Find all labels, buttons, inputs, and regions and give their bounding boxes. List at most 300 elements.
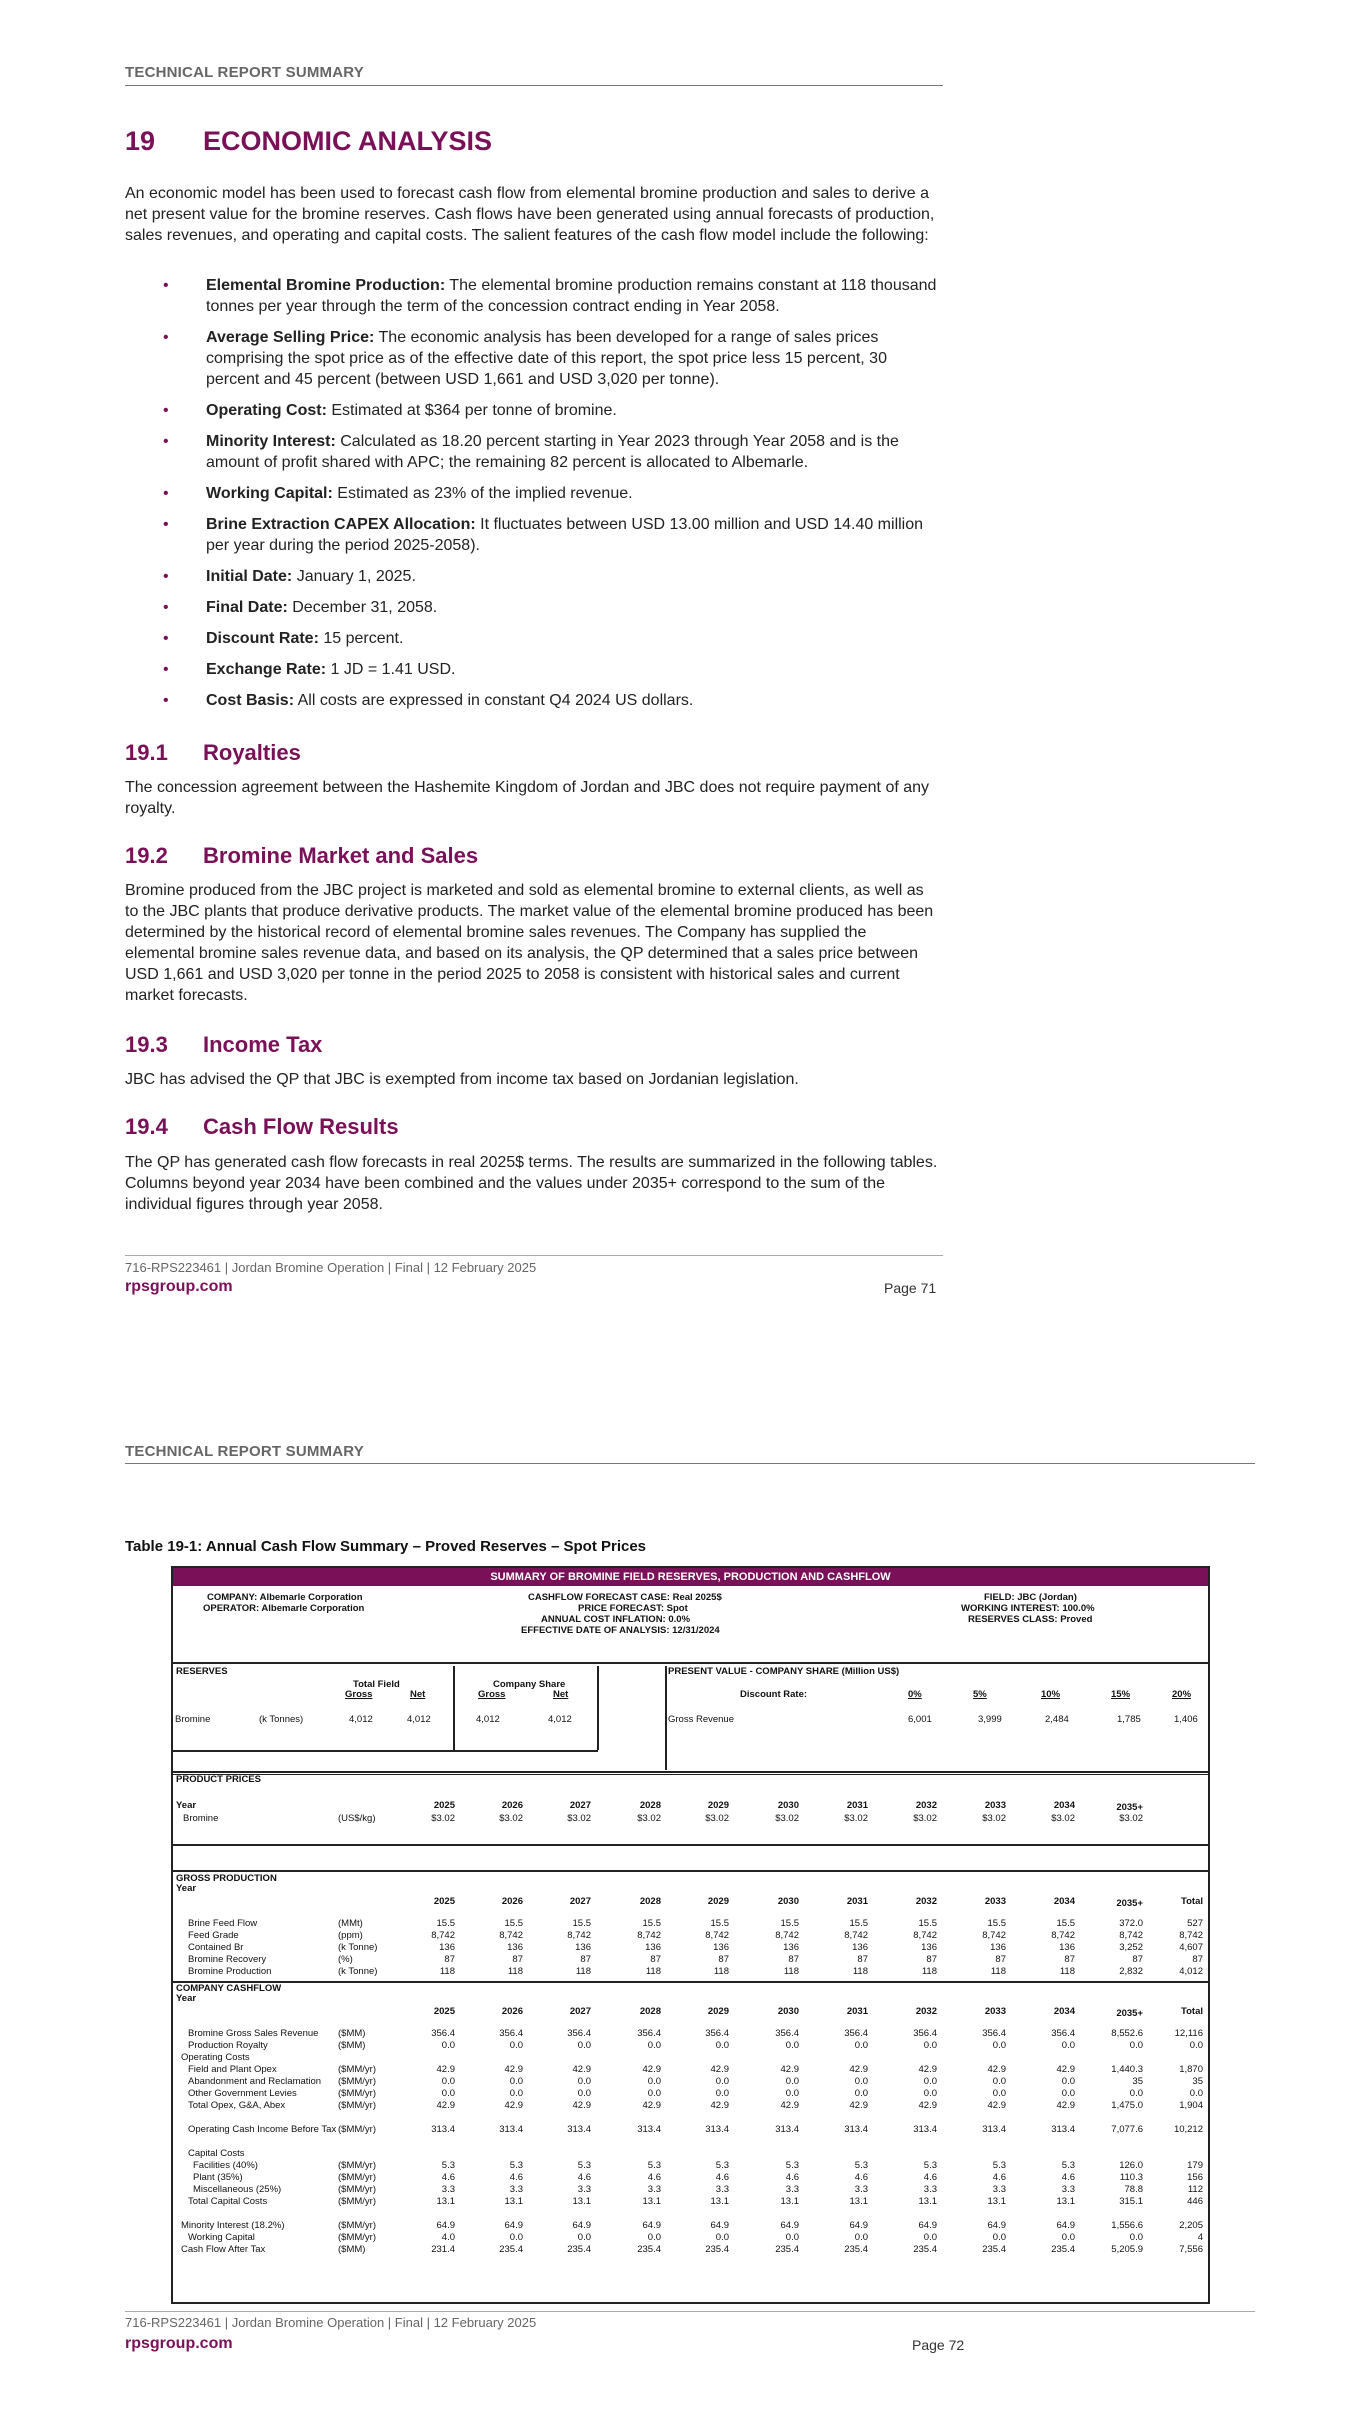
cell-value: 13.1 [987,2196,1006,2207]
cell-value: 15.5 [572,1918,591,1929]
cell-value: 136 [1059,1942,1075,1953]
year-header: 2034 [1053,2006,1075,2017]
cell-value: 4.6 [992,2172,1006,2183]
cell-value: 136 [645,1942,661,1953]
bullet-icon: • [163,329,169,346]
cashflow-summary-sheet [171,1566,1210,2304]
divider [173,1870,1208,1872]
cell-value: 15.5 [642,1918,661,1929]
cell-value: 3.3 [785,2184,799,2195]
table-caption: Table 19-1: Annual Cash Flow Summary – Proved Reserves – Spot Prices [125,1538,647,1555]
feature-item [163,431,943,473]
cell-value: 1,475.0 [1111,2100,1143,2111]
cell-value: 118 [990,1966,1006,1977]
footer-rule [125,2311,1255,2312]
divider [173,1981,1208,1983]
prices-year-label: Year [176,1800,197,1811]
price-value: $3.02 [637,1813,661,1824]
feature-text: The economic analysis has been developed for a range of sales prices comprising the spot price as of the effective date of this report, the spot price less 15 percent, 30 percent and 45 percent (between USD 1,661 and USD 3,020 per tonne). [206,329,887,388]
cell-value: 15.5 [1056,1918,1075,1929]
feature-term: Operating Cost: [206,402,327,419]
year-header: 2035+ [1116,2008,1143,2019]
cell-value: 8,742 [982,1930,1006,1941]
cell-value: 8,742 [499,1930,523,1941]
cell-value: 0.0 [577,2232,591,2243]
price-value: $3.02 [431,1813,455,1824]
cell-value: 0.0 [785,2076,799,2087]
reserves-row-label: Bromine [175,1714,211,1725]
pv-row-label: Gross Revenue [668,1714,735,1725]
cell-value: 13.1 [918,2196,937,2207]
price-value: $3.02 [844,1813,868,1824]
cell-value: 118 [507,1966,523,1977]
cell-value: 0.0 [992,2088,1006,2099]
bullet-icon: • [163,402,169,419]
footer-reference: 716-RPS223461 | Jordan Bromine Operation | Final | 12 February 2025 [125,1260,537,1275]
table-row [173,2040,1208,2052]
feature-item [163,483,943,504]
cell-value: 8,742 [1119,1930,1143,1941]
cell-value: 42.9 [436,2064,455,2075]
row-label: Capital Costs [188,2148,245,2159]
row-label: Cash Flow After Tax [181,2244,266,2255]
cell-value: 8,742 [844,1930,868,1941]
row-label: Other Government Levies [188,2088,297,2099]
reserves-title: RESERVES [176,1666,228,1677]
year-header: 2025 [433,1896,455,1907]
cell-value: 8,742 [1051,1930,1075,1941]
cell-value: 4.6 [1061,2172,1075,2183]
row-unit: ($MM/yr) [338,2088,376,2099]
cell-value: 235.4 [705,2244,729,2255]
cell-value: 0.0 [923,2076,937,2087]
cell-value: 4,607 [1179,1942,1203,1953]
cell-value: 356.4 [913,2028,937,2039]
year-header: 2026 [501,1800,523,1811]
bullet-icon: • [163,277,169,294]
cell-value: 64.9 [849,2220,868,2231]
cell-value: 3.3 [923,2184,937,2195]
cell-value: 42.9 [849,2100,868,2111]
cell-value: 0.0 [441,2076,455,2087]
footer-site-link[interactable]: rpsgroup.com [125,1278,233,1295]
cell-value: 0.0 [715,2040,729,2051]
bullet-icon: • [163,433,169,450]
heading-royalties [125,740,301,766]
company-cashflow-title: COMPANY CASHFLOW [176,1983,282,1994]
cell-value: 8,742 [567,1930,591,1941]
cell-value: 136 [713,1942,729,1953]
cell-value: 5,205.9 [1111,2244,1143,2255]
forecast-case: CASHFLOW FORECAST CASE: Real 2025$ [528,1592,722,1603]
cell-value: 235.4 [844,2244,868,2255]
page-header: TECHNICAL REPORT SUMMARY [125,64,364,81]
row-label: Total Capital Costs [188,2196,268,2207]
feature-term: Minority Interest: [206,433,336,450]
feature-item [163,566,943,587]
feature-text: Calculated as 18.20 percent starting in Year 2023 through Year 2058 and is the amount of profit shared with APC; the remaining 82 percent is allocated to Albemarle. [206,433,899,471]
pv-rate: 0% [908,1689,922,1700]
cell-value: 313.4 [1051,2124,1075,2135]
cell-value: 87 [1192,1954,1203,1965]
cell-value: 136 [439,1942,455,1953]
discount-rate-label: Discount Rate: [740,1689,808,1700]
cell-value: 0.0 [577,2040,591,2051]
section-title: ECONOMIC ANALYSIS [203,126,493,156]
company-cashflow-year-label: Year [176,1993,197,2004]
cashflow-paragraph: The QP has generated cash flow forecasts in real 2025$ terms. The results are summarized in the following tables. Columns beyond year 2034 have been combined and the values under 2035+ correspond to the sum of the individual figures through year 2058. [125,1154,938,1213]
row-label: Production Royalty [188,2040,268,2051]
cell-value: 64.9 [710,2220,729,2231]
feature-item [163,400,943,421]
cell-value: 235.4 [982,2244,1006,2255]
cell-value: 5.3 [715,2160,729,2171]
cell-value: 13.1 [1056,2196,1075,2207]
cell-value: 231.4 [431,2244,455,2255]
cell-value: 7,556 [1179,2244,1203,2255]
row-unit: (ppm) [338,1930,363,1941]
year-header: 2028 [639,1896,661,1907]
section-heading [125,126,492,157]
cell-value: 0.0 [785,2088,799,2099]
company-share-label: Company Share [493,1679,566,1690]
year-header: 2030 [777,2006,799,2017]
cell-value: 0.0 [854,2232,868,2243]
cell-value: 118 [1059,1966,1075,1977]
cell-value: 4.6 [509,2172,523,2183]
cell-value: 179 [1187,2160,1203,2171]
cell-value: 4.6 [923,2172,937,2183]
cell-value: 2,832 [1119,1966,1143,1977]
reserves-value: 4,012 [548,1714,572,1725]
table-row [173,2208,1208,2220]
cell-value: 42.9 [918,2100,937,2111]
cell-value: 4 [1197,2232,1203,2243]
feature-text: Estimated at $364 per tonne of bromine. [331,402,617,419]
company-info: COMPANY: Albemarle Corporation [207,1592,363,1603]
table-row [173,2064,1208,2076]
cell-value: 4.0 [441,2232,455,2243]
cell-value: 356.4 [705,2028,729,2039]
row-label: Brine Feed Flow [188,1918,258,1929]
cell-value: 0.0 [992,2232,1006,2243]
cell-value: 4.6 [647,2172,661,2183]
cell-value: 87 [718,1954,729,1965]
feature-text: It fluctuates between USD 13.00 million and USD 14.40 million per year during the period 2025-2058). [206,516,924,554]
footer-site-link[interactable]: rpsgroup.com [125,2335,233,2352]
cell-value: 42.9 [710,2064,729,2075]
cell-value: 10,212 [1173,2124,1203,2135]
pv-rate: 10% [1041,1689,1061,1700]
pv-rate: 5% [973,1689,987,1700]
divider [453,1666,455,1750]
feature-term: Average Selling Price: [206,329,375,346]
table-row [173,2136,1208,2148]
cell-value: 8,742 [705,1930,729,1941]
row-label: Feed Grade [188,1930,239,1941]
reserves-row-unit: (k Tonnes) [259,1714,304,1725]
cell-value: 118 [852,1966,868,1977]
page-number: Page 72 [912,2337,965,2353]
cell-value: 0.0 [1129,2040,1143,2051]
year-header: 2034 [1053,1800,1075,1811]
row-unit: ($MM) [338,2244,366,2255]
cell-value: 5.3 [785,2160,799,2171]
table-row [173,2220,1208,2232]
cell-value: 372.0 [1119,1918,1143,1929]
cell-value: 0.0 [509,2040,523,2051]
price-value: $3.02 [567,1813,591,1824]
year-header: 2026 [501,2006,523,2017]
heading-number: 19.3 [125,1032,168,1057]
cell-value: 3.3 [577,2184,591,2195]
cell-value: 0.0 [923,2040,937,2051]
cell-value: 64.9 [780,2220,799,2231]
year-header: 2026 [501,1896,523,1907]
cell-value: 87 [1064,1954,1075,1965]
cell-value: 446 [1187,2196,1203,2207]
cell-value: 527 [1187,1918,1203,1929]
pv-value: 3,999 [978,1714,1002,1725]
feature-term: Discount Rate: [206,630,319,647]
row-label: Operating Costs [181,2052,250,2063]
row-label: Abandonment and Reclamation [188,2076,322,2087]
row-unit: ($MM/yr) [338,2124,376,2135]
year-header: 2030 [777,1800,799,1811]
effective-date: EFFECTIVE DATE OF ANALYSIS: 12/31/2024 [521,1625,720,1636]
table-row [173,2232,1208,2244]
footer-reference: 716-RPS223461 | Jordan Bromine Operation | Final | 12 February 2025 [125,2315,537,2330]
row-label: Facilities (40%) [193,2160,258,2171]
cell-value: 87 [1132,1954,1143,1965]
cell-value: 42.9 [987,2064,1006,2075]
working-interest: WORKING INTEREST: 100.0% [961,1603,1095,1614]
cell-value: 3.3 [1061,2184,1075,2195]
gross-production-title: GROSS PRODUCTION [176,1873,277,1884]
cell-value: 13.1 [642,2196,661,2207]
cell-value: 118 [783,1966,799,1977]
cell-value: 42.9 [987,2100,1006,2111]
header-rule [125,85,943,86]
cell-value: 235.4 [637,2244,661,2255]
cell-value: 87 [650,1954,661,1965]
cell-value: 15.5 [987,1918,1006,1929]
field-info: FIELD: JBC (Jordan) [984,1592,1077,1603]
cell-value: 64.9 [504,2220,523,2231]
table-row [173,2100,1208,2112]
cell-value: 8,552.6 [1111,2028,1143,2039]
row-unit: ($MM) [338,2028,366,2039]
row-unit: ($MM/yr) [338,2220,376,2231]
cell-value: 136 [921,1942,937,1953]
cell-value: 0.0 [1061,2076,1075,2087]
cell-value: 13.1 [849,2196,868,2207]
pv-value: 2,484 [1045,1714,1069,1725]
cell-value: 42.9 [572,2100,591,2111]
cell-value: 0.0 [647,2232,661,2243]
feature-text: January 1, 2025. [296,568,416,585]
cell-value: 35 [1132,2076,1143,2087]
table-row [173,2076,1208,2088]
bullet-icon: • [163,692,169,709]
year-header: 2029 [707,1800,729,1811]
row-label: Miscellaneous (25%) [193,2184,282,2195]
cell-value: 42.9 [504,2064,523,2075]
row-label: Bromine Production [188,1966,272,1977]
cell-value: 118 [645,1966,661,1977]
cell-value: 87 [926,1954,937,1965]
price-value: $3.02 [982,1813,1006,1824]
cell-value: 5.3 [647,2160,661,2171]
cell-value: 313.4 [982,2124,1006,2135]
cell-value: 13.1 [436,2196,455,2207]
cell-value: 356.4 [844,2028,868,2039]
row-unit: ($MM/yr) [338,2184,376,2195]
year-header: 2031 [846,1896,868,1907]
year-header: 2035+ [1116,1898,1143,1909]
cell-value: 4,012 [1179,1966,1203,1977]
cell-value: 0.0 [992,2076,1006,2087]
cell-value: 87 [512,1954,523,1965]
net-header: Net [553,1689,569,1700]
cell-value: 15.5 [436,1918,455,1929]
heading-title: Royalties [203,740,301,765]
cell-value: 1,870 [1179,2064,1203,2075]
row-label: Plant (35%) [193,2172,243,2183]
cell-value: 313.4 [567,2124,591,2135]
year-header: 2034 [1053,1896,1075,1907]
row-unit: ($MM/yr) [338,2196,376,2207]
cell-value: 0.0 [509,2232,523,2243]
cell-value: 0.0 [647,2040,661,2051]
cell-value: 136 [783,1942,799,1953]
year-header: 2027 [569,1800,591,1811]
cell-value: 235.4 [775,2244,799,2255]
total-field-label: Total Field [353,1679,400,1690]
cell-value: 0.0 [1061,2232,1075,2243]
divider [665,1666,667,1770]
year-header: 2025 [433,1800,455,1811]
cell-value: 136 [990,1942,1006,1953]
cell-value: 42.9 [1056,2100,1075,2111]
heading-number: 19.4 [125,1114,168,1139]
cell-value: 87 [444,1954,455,1965]
feature-text: December 31, 2058. [292,599,438,616]
feature-item [163,659,943,680]
feature-term: Elemental Bromine Production: [206,277,446,294]
cell-value: 15.5 [780,1918,799,1929]
cell-value: 313.4 [499,2124,523,2135]
cell-value: 1,556.6 [1111,2220,1143,2231]
pv-title: PRESENT VALUE - COMPANY SHARE (Million US$) [668,1666,900,1677]
market-paragraph: Bromine produced from the JBC project is marketed and sold as elemental bromine to external clients, as well as to the JBC plants that produce derivative products. The market value of the elemental bromine produced has been determined by the historical record of elemental bromine sales revenues. The Company has supplied the elemental bromine sales revenue data, and based on its analysis, the QP determined that a sales price between USD 1,661 and USD 3,020 per tonne in the period 2025 to 2058 is consistent with historical sales and current market forecasts. [125,882,934,1004]
year-header: 2031 [846,2006,868,2017]
table-row [173,2088,1208,2100]
cell-value: 0.0 [715,2076,729,2087]
table-row [173,2148,1208,2160]
cell-value: 5.3 [1061,2160,1075,2171]
row-label: Minority Interest (18.2%) [181,2220,285,2231]
pv-rate: 15% [1111,1689,1131,1700]
divider [173,1750,598,1752]
cell-value: 64.9 [1056,2220,1075,2231]
year-header: 2033 [984,1800,1006,1811]
cell-value: 110.3 [1119,2172,1143,2183]
cell-value: 87 [580,1954,591,1965]
cell-value: 3.3 [715,2184,729,2195]
cell-value: 0.0 [854,2076,868,2087]
row-unit: ($MM) [338,2040,366,2051]
cell-value: 356.4 [499,2028,523,2039]
row-label: Total Opex, G&A, Abex [188,2100,286,2111]
row-unit: (MMt) [338,1918,363,1929]
cell-value: 235.4 [499,2244,523,2255]
table-row [173,2028,1208,2040]
page-header: TECHNICAL REPORT SUMMARY [125,1443,364,1460]
prices-title: PRODUCT PRICES [176,1774,261,1785]
cell-value: 356.4 [775,2028,799,2039]
row-unit: ($MM/yr) [338,2172,376,2183]
cell-value: 5.3 [992,2160,1006,2171]
row-label: Bromine Recovery [188,1954,267,1965]
cell-value: 5.3 [854,2160,868,2171]
year-header: 2029 [707,1896,729,1907]
year-header: 2027 [569,1896,591,1907]
cell-value: 313.4 [913,2124,937,2135]
cell-value: 15.5 [504,1918,523,1929]
feature-text: Estimated as 23% of the implied revenue. [337,485,633,502]
table-row [173,2172,1208,2184]
heading-title: Income Tax [203,1032,323,1057]
row-unit: (%) [338,1954,353,1965]
feature-term: Exchange Rate: [206,661,327,678]
pv-rate: 20% [1172,1689,1192,1700]
sheet-banner: SUMMARY OF BROMINE FIELD RESERVES, PRODUCTION AND CASHFLOW [173,1568,1208,1586]
divider [173,1662,1208,1664]
price-forecast: PRICE FORECAST: Spot [578,1603,688,1614]
cell-value: 315.1 [1119,2196,1143,2207]
cell-value: 0.0 [785,2040,799,2051]
table-row [173,1930,1208,1942]
cell-value: 64.9 [572,2220,591,2231]
cell-value: 356.4 [567,2028,591,2039]
cell-value: 2,205 [1179,2220,1203,2231]
feature-item [163,327,943,390]
cell-value: 4.6 [854,2172,868,2183]
cell-value: 118 [713,1966,729,1977]
cell-value: 42.9 [642,2064,661,2075]
cell-value: 87 [995,1954,1006,1965]
cell-value: 13.1 [780,2196,799,2207]
pv-value: 1,785 [1117,1714,1141,1725]
feature-list [163,275,943,721]
cell-value: 3.3 [992,2184,1006,2195]
cell-value: 0.0 [785,2232,799,2243]
feature-text: The elemental bromine production remains constant at 118 thousand tonnes per year through the term of the concession contract ending in Year 2058. [206,277,937,315]
row-label: Operating Cash Income Before Tax [188,2124,337,2135]
page-number: Page 71 [884,1280,937,1296]
year-header: 2028 [639,2006,661,2017]
gross-production-year-label: Year [176,1883,197,1894]
cell-value: 136 [575,1942,591,1953]
row-label: Bromine Gross Sales Revenue [188,2028,319,2039]
price-value: $3.02 [1051,1813,1075,1824]
cell-value: 8,742 [431,1930,455,1941]
year-header: 2027 [569,2006,591,2017]
row-unit: ($MM/yr) [338,2232,376,2243]
table-row [173,2184,1208,2196]
cell-value: 3.3 [509,2184,523,2195]
